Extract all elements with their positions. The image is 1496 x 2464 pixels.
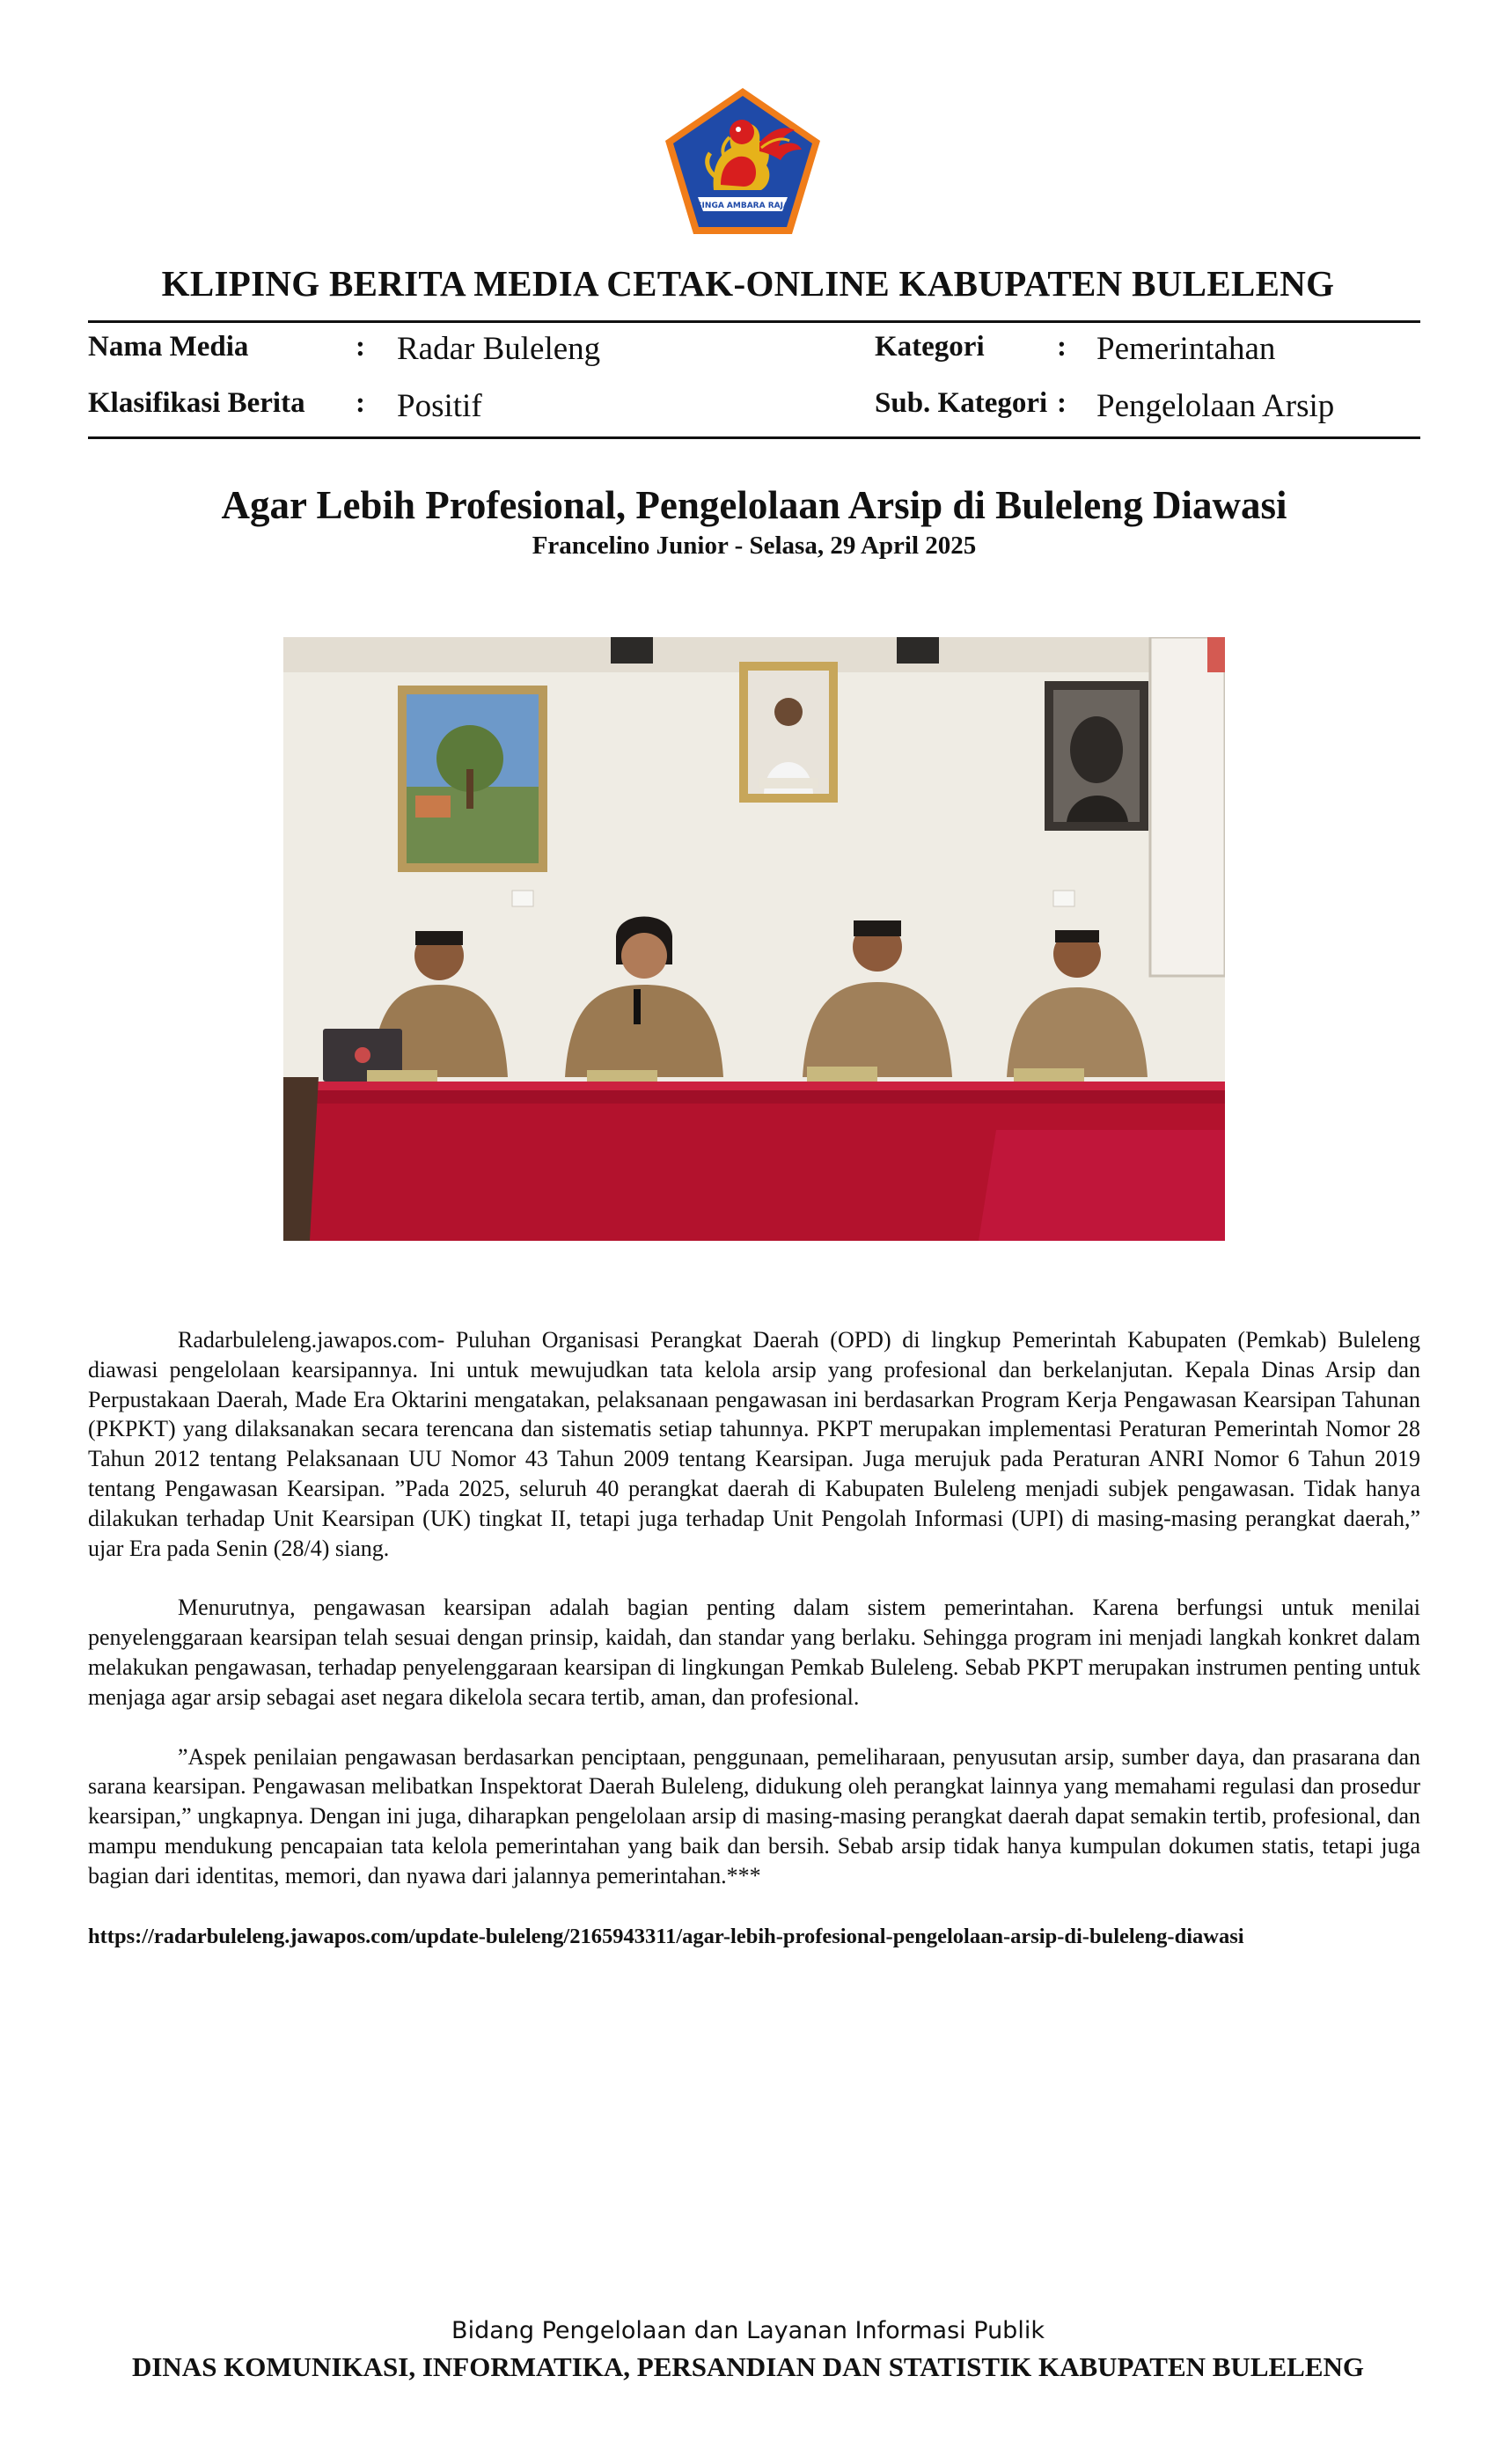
- media-name-colon: :: [356, 331, 365, 363]
- category-colon: :: [1057, 331, 1067, 363]
- article-byline: Francelino Junior - Selasa, 29 April 2025: [532, 532, 977, 560]
- category-label: Kategori: [875, 331, 985, 363]
- article-paragraph-2: Menurutnya, pengawasan kearsipan adalah bagian penting dalam sistem pemerintahan. Karena berfungsi untuk menilai penyelenggaraan kearsipan telah sesuai dengan prinsip, kaidah, dan standar yang berlaku. Sehingga program ini menjadi langkah konkret dalam melakukan pengawasan, terhadap penyelenggaraan kearsipan di lingkungan Pemkab Buleleng. Sebab PKPT merupakan instrumen penting untuk menjaga agar arsip sebagai aset negara dikelola secara tertib, aman, dan profesional.: [88, 1595, 1420, 1710]
- article-headline: Agar Lebih Profesional, Pengelolaan Arsip di Buleleng Diawasi: [221, 483, 1287, 527]
- subcategory-colon: :: [1057, 387, 1067, 419]
- classification-colon: :: [356, 387, 365, 419]
- article-paragraph-1: Radarbuleleng.jawapos.com- Puluhan Organisasi Perangkat Daerah (OPD) di lingkup Pemerintah Kabupaten (Pemkab) Buleleng diawasi pengelolaan kearsipannya. Ini untuk mewujudkan tata kelola arsip yang profesional dan berkelanjutan. Kepala Dinas Arsip dan Perpustakaan Daerah, Made Era Oktarini mengatakan, pelaksanaan pengawasan ini berdasarkan Program Kerja Pengawasan Kearsipan Tahunan (PKPKT) yang dilaksanakan secara terencana dan sistematis setiap tahunnya. PKPT merupakan implementasi Peraturan Pemerintah Nomor 28 Tahun 2012 tentang Pelaksanaan UU Nomor 43 Tahun 2009 tentang Kearsipan. Juga merujuk pada Peraturan ANRI Nomor 6 Tahun 2019 tentang Pengawasan Kearsipan. ”Pada 2025, seluruh 40 perangkat daerah di Kabupaten Buleleng menjadi subjek pengawasan. Tidak hanya dilakukan terhadap Unit Kearsipan (UK) tingkat II, tetapi juga terhadap Unit Pengolah Informasi (UPI) di masing-masing perangkat daerah,” ujar Era pada Senin (28/4) siang.: [88, 1327, 1420, 1561]
- subcategory-label: Sub. Kategori: [875, 387, 1048, 419]
- footer-department: Bidang Pengelolaan dan Layanan Informasi Publik: [451, 2317, 1045, 2344]
- classification-value: Positif: [397, 388, 482, 424]
- article-photo: [283, 637, 1225, 1241]
- footer-agency: DINAS KOMUNIKASI, INFORMATIKA, PERSANDIAN DAN STATISTIK KABUPATEN BULELENG: [131, 2351, 1365, 2382]
- header-bottom-rule: [88, 436, 1420, 439]
- classification-label: Klasifikasi Berita: [88, 387, 305, 419]
- buleleng-regency-logo: [663, 86, 823, 238]
- header-top-rule: [88, 320, 1420, 323]
- clipping-header-title: KLIPING BERITA MEDIA CETAK-ONLINE KABUPATEN BULELENG: [161, 263, 1335, 304]
- category-value: Pemerintahan: [1096, 331, 1276, 367]
- logo-motto-text: SINGA AMBARA RAJA: [696, 202, 789, 210]
- source-url-link[interactable]: https://radarbuleleng.jawapos.com/update-buleleng/2165943311/agar-lebih-profesional-pengelolaan-arsip-di-buleleng-diawasi: [88, 1925, 1244, 1948]
- media-name-value: Radar Buleleng: [397, 331, 601, 367]
- media-name-label: Nama Media: [88, 331, 249, 363]
- article-paragraph-3: ”Aspek penilaian pengawasan berdasarkan penciptaan, penggunaan, pemeliharaan, penyusutan arsip, sumber daya, dan prasarana dan sarana kearsipan. Pengawasan melibatkan Inspektorat Daerah Buleleng, didukung oleh perangkat lainnya yang memahami regulasi dan prosedur kearsipan,” ungkapnya. Dengan ini juga, diharapkan pengelolaan arsip di masing-masing perangkat daerah dapat semakin tertib, profesional, dan mampu mendukung pencapaian tata kelola pemerintahan yang baik dan bersih. Sebab arsip tidak hanya kumpulan dokumen statis, tetapi juga bagian dari identitas, memori, dan nyawa dari jalannya pemerintahan.***: [88, 1743, 1420, 1888]
- subcategory-value: Pengelolaan Arsip: [1096, 388, 1335, 424]
- article-body: [88, 1325, 1420, 1921]
